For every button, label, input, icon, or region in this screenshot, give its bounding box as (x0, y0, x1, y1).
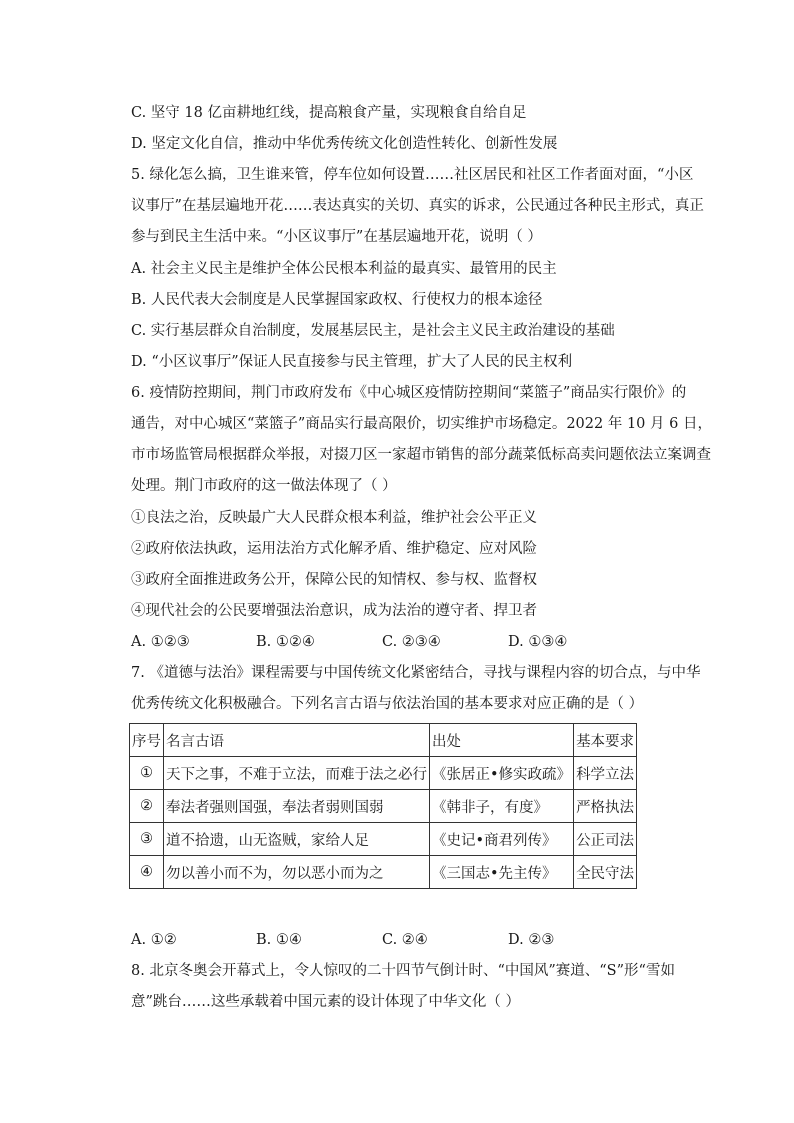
table-row (130, 757, 637, 790)
q6-option-c: C. ②③④ (382, 634, 441, 650)
table-cell-quote: 勿以善小而不为，勿以恶小而为之 (164, 856, 430, 889)
header-cell-source: 出处 (430, 724, 574, 757)
table-cell-index: ① (130, 757, 164, 790)
table-cell-source: 《史记•商君列传》 (430, 823, 574, 856)
q7-option-a: A. ①② (131, 932, 177, 948)
q7-option-b: B. ①④ (256, 932, 302, 948)
q6-statement-1: ①良法之治，反映最广大人民群众根本利益，维护社会公平正义 (131, 510, 537, 526)
q6-option-a: A. ①②③ (131, 634, 190, 650)
table-cell-index: ③ (130, 823, 164, 856)
table-row (130, 823, 637, 856)
q7-option-c: C. ②④ (382, 932, 428, 948)
table-row (130, 856, 637, 889)
header-cell-quote: 名言古语 (164, 724, 430, 757)
q8-stem-line-1: 8. 北京冬奥会开幕式上，令人惊叹的二十四节气倒计时、“中国风”赛道、“S”形“雪如 (131, 963, 675, 979)
q5-option-d: D. “小区议事厅”保证人民直接参与民主管理，扩大了人民的民主权利 (131, 354, 573, 370)
table-row (130, 790, 637, 823)
table-cell-quote: 奉法者强则国强，奉法者弱则国弱 (164, 790, 430, 823)
table-cell-quote: 道不拾遗，山无盗贼，家给人足 (164, 823, 430, 856)
q6-stem-line-4: 处理。荆门市政府的这一做法体现了（ ） (131, 478, 397, 494)
q7-stem-line-1: 7. 《道德与法治》课程需要与中国传统文化紧密结合，寻找与课程内容的切合点，与中华 (131, 665, 701, 681)
q7-option-d: D. ②③ (508, 932, 555, 948)
table-cell-index: ② (130, 790, 164, 823)
q8-stem-line-2: 意”跳台……这些承载着中国元素的设计体现了中华文化（ ） (131, 994, 521, 1010)
q5-stem-line-1: 5. 绿化怎么搞，卫生谁来管，停车位如何设置……社区居民和社区工作者面对面，“小区 (131, 167, 694, 183)
table-cell-source: 《三国志•先主传》 (430, 856, 574, 889)
q4-option-c: C. 坚守 18 亿亩耕地红线，提高粮食产量，实现粮食自给自足 (131, 105, 527, 121)
table-cell-source: 《张居正•修实政疏》 (430, 757, 574, 790)
table-cell-source: 《韩非子，有度》 (430, 790, 574, 823)
table-cell-requirement: 科学立法 (574, 757, 637, 790)
quotes-table (129, 723, 637, 889)
table-cell-requirement: 公正司法 (574, 823, 637, 856)
q5-option-c: C. 实行基层群众自治制度，发展基层民主，是社会主义民主政治建设的基础 (131, 323, 615, 339)
table-cell-index: ④ (130, 856, 164, 889)
q5-option-a: A. 社会主义民主是维护全体公民根本利益的最真实、最管用的民主 (131, 261, 557, 277)
q6-option-b: B. ①②④ (256, 634, 315, 650)
q5-stem-line-3: 参与到民主生活中来。“小区议事厅”在基层遍地开花，说明（ ） (131, 229, 542, 245)
q6-stem-line-2: 通告，对中心城区“菜篮子”商品实行最高限价，切实维护市场稳定。2022 年 10 月 6 日， (131, 416, 712, 432)
q7-stem-line-2: 优秀传统文化积极融合。下列名言古语与依法治国的基本要求对应正确的是（ ） (131, 696, 644, 712)
q6-statement-3: ③政府全面推进政务公开，保障公民的知情权、参与权、监督权 (131, 572, 537, 588)
q6-statement-4: ④现代社会的公民要增强法治意识，成为法治的遵守者、捍卫者 (131, 603, 537, 619)
q6-option-d: D. ①③④ (508, 634, 568, 650)
header-cell-index: 序号 (130, 724, 164, 757)
q6-stem-line-1: 6. 疫情防控期间，荆门市政府发布《中心城区疫情防控期间“菜篮子”商品实行限价》的 (131, 385, 687, 401)
table-cell-requirement: 严格执法 (574, 790, 637, 823)
table-header-row (130, 724, 637, 757)
q6-statement-2: ②政府依法执政，运用法治方式化解矛盾、维护稳定、应对风险 (131, 541, 537, 557)
q6-stem-line-3: 市市场监管局根据群众举报，对掇刀区一家超市销售的部分蔬菜低标高卖问题依法立案调查 (131, 447, 711, 463)
q5-stem-line-2: 议事厅”在基层遍地开花……表达真实的关切、真实的诉求，公民通过各种民主形式，真正 (131, 198, 704, 214)
header-cell-requirement: 基本要求 (574, 724, 637, 757)
table-cell-requirement: 全民守法 (574, 856, 637, 889)
q5-option-b: B. 人民代表大会制度是人民掌握国家政权、行使权力的根本途径 (131, 292, 543, 308)
q4-option-d: D. 坚定文化自信，推动中华优秀传统文化创造性转化、创新性发展 (131, 136, 558, 152)
table-cell-quote: 天下之事，不难于立法，而难于法之必行 (164, 757, 430, 790)
